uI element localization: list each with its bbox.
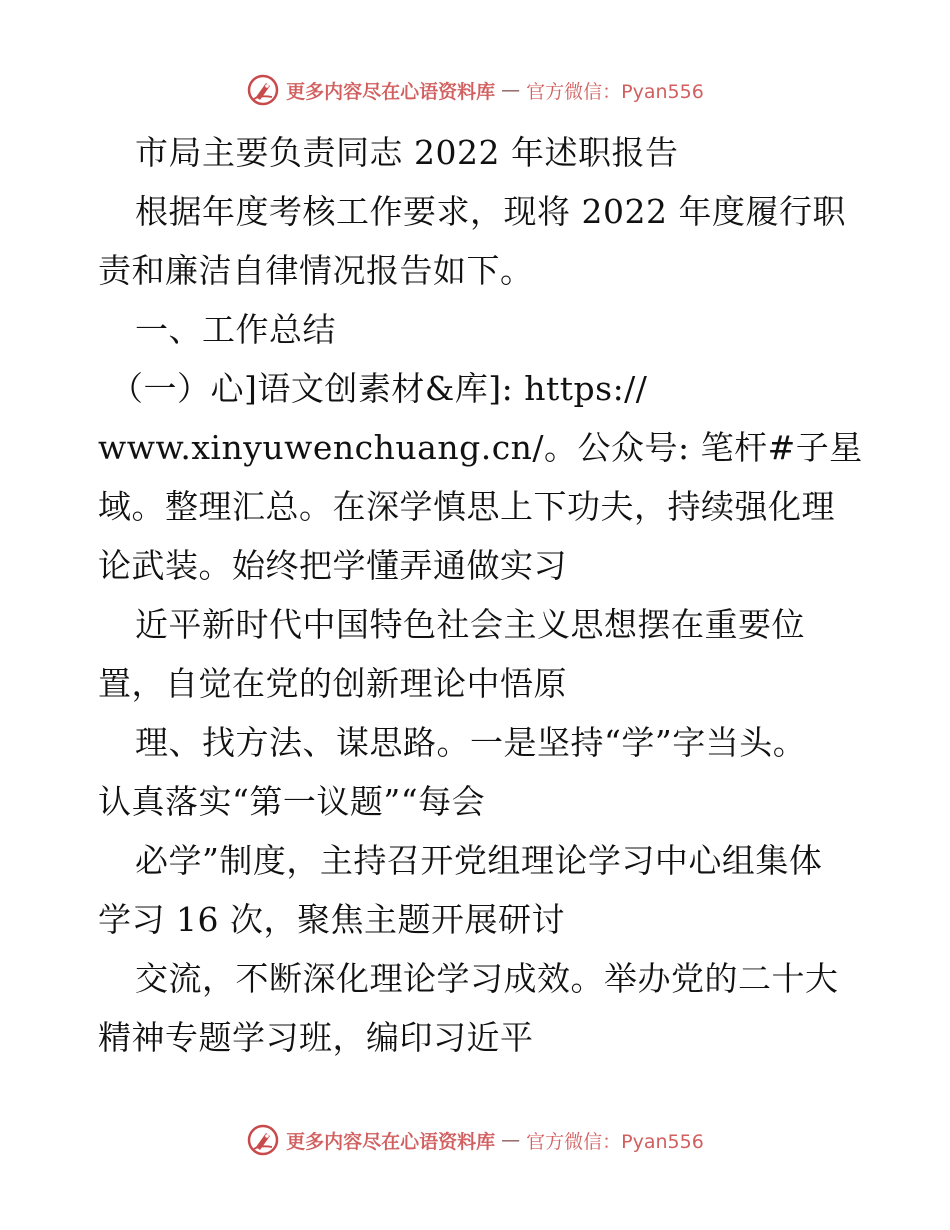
- document-title: 市局主要负责同志 2022 年述职报告: [135, 133, 679, 172]
- watermark-wechat-text: 官方微信：Pyan556: [526, 80, 704, 103]
- footer-watermark: [0, 1120, 950, 1160]
- text-line: 交流，不断深化理论学习成效。举办党的二十大: [135, 959, 839, 998]
- document-body: [98, 123, 863, 1067]
- text-line: 学习 16 次，聚焦主题开展研讨: [98, 900, 565, 939]
- text-line: 理、找方法、谋思路。一是坚持“学”字当头。: [135, 723, 807, 762]
- watermark-separator: —: [501, 1129, 521, 1151]
- watermark-main-text: 更多内容尽在心语资料库: [286, 80, 496, 103]
- header-watermark: [0, 70, 950, 110]
- subsection-heading: （一）心]语文创素材&库]: https://: [110, 369, 648, 408]
- text-line: 必学”制度，主持召开党组理论学习中心组集体: [135, 841, 823, 880]
- text-line: 论武装。始终把学懂弄通做实习: [98, 546, 567, 585]
- text-line: 精神专题学习班，编印习近平: [98, 1018, 534, 1057]
- text-line: 置，自觉在党的创新理论中悟原: [98, 664, 567, 703]
- text-line: 域。整理汇总。在深学慎思上下功夫，持续强化理: [98, 487, 835, 526]
- text-line: 近平新时代中国特色社会主义思想摆在重要位: [135, 605, 805, 644]
- watermark-wechat-text: 官方微信：Pyan556: [526, 1130, 704, 1153]
- text-line: 认真落实“第一议题”“每会: [98, 782, 486, 821]
- watermark-separator: —: [501, 79, 521, 101]
- text-line: 责和廉洁自律情况报告如下。: [98, 251, 534, 290]
- text-line: 根据年度考核工作要求，现将 2022 年度履行职: [135, 192, 846, 231]
- pen-nib-logo-icon: [246, 73, 280, 107]
- pen-nib-logo-icon: [246, 1123, 280, 1157]
- text-line: www.xinyuwenchuang.cn/。公众号: 笔杆#子星: [98, 428, 863, 467]
- section-heading: 一、工作总结: [135, 310, 336, 349]
- watermark-main-text: 更多内容尽在心语资料库: [286, 1130, 496, 1153]
